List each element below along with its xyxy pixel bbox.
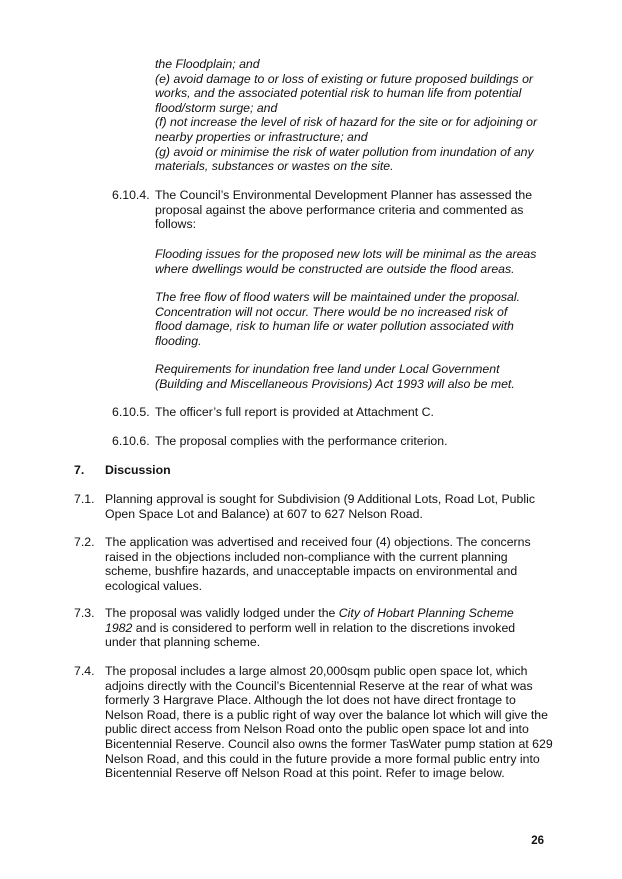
- para-7-3-tail: and is considered to perform well in relation to the discretions invoked under that planning scheme.: [105, 620, 516, 650]
- clause-6-10-6-text: The proposal complies with the performance criterion.: [155, 434, 448, 448]
- para-number-7-4: 7.4.: [74, 664, 95, 678]
- clause-number-6-10-5: 6.10.5.: [112, 405, 150, 419]
- quote-item-g: (g) avoid or minimise the risk of water pollution from inundation of any materials, substances or wastes on the site.: [155, 144, 534, 174]
- quote-item-f: (f) not increase the level of risk of hazard for the site or for adjoining or nearby properties or infrastructure; and: [155, 115, 538, 144]
- page-number: 26: [531, 835, 544, 847]
- para-number-7-2: 7.2.: [74, 535, 95, 549]
- section-heading: Discussion: [105, 463, 171, 477]
- para-number-7-1: 7.1.: [74, 492, 95, 506]
- planner-comment-flooding: Flooding issues for the proposed new lots will be minimal as the areas where dwellings would be constructed are outside the flood areas.: [155, 247, 537, 276]
- clause-6-10-5-text: The officer’s full report is provided at Attachment C.: [155, 405, 434, 419]
- quoted-performance-criteria: [155, 57, 555, 174]
- section-number: 7.: [74, 463, 85, 477]
- clause-6-10-4-text: The Council’s Environmental Development Planner has assessed the proposal against the above performance criteria and commented as follows:: [155, 188, 533, 232]
- quote-item-e: (e) avoid damage to or loss of existing or future proposed buildings or works, and the associated potential risk to human life from potential flood/storm surge; and: [155, 71, 533, 115]
- para-7-1-text: Planning approval is sought for Subdivision (9 Additional Lots, Road Lot, Public Open Space Lot and Balance) at 607 to 627 Nelson Road.: [105, 492, 535, 521]
- para-number-7-3: 7.3.: [74, 606, 95, 620]
- planner-comment-free-flow: The free flow of flood waters will be maintained under the proposal. Concentration will not occur. There would be no increased risk of flood damage, risk to human life or water pollution associated with flooding.: [155, 290, 521, 348]
- quote-line-floodplain: the Floodplain; and: [155, 57, 260, 71]
- para-7-4-text: The proposal includes a large almost 20,000sqm public open space lot, which adjoins directly with the Council’s Bicentennial Reserve at the rear of what was formerly 3 Hargrave Place. Although the lot does not have direct frontage to Nelson Road, there is a public right of way over the balance lot which will give the public direct access from Nelson Road onto the public open space lot and into Bicentennial Reserve. Council also owns the former TasWater pump station at 629 Nelson Road, and this could in the future provide a more formal public entry into Bicentennial Reserve off Nelson Road at this point. Refer to image below.: [105, 664, 553, 781]
- para-7-3-lead: The proposal was validly lodged under the: [105, 606, 339, 620]
- planner-comment-inundation: Requirements for inundation free land under Local Government (Building and Miscellaneous Provisions) Act 1993 will also be met.: [155, 362, 515, 391]
- clause-number-6-10-4: 6.10.4.: [112, 188, 150, 202]
- para-7-2-text: The application was advertised and received four (4) objections. The concerns raised in the objections included non-compliance with the current planning scheme, bushfire hazards, and unacceptable impacts on environmental and ecological values.: [105, 535, 531, 593]
- planning-scheme-title: City of Hobart Planning Scheme 1982: [105, 606, 514, 635]
- clause-number-6-10-6: 6.10.6.: [112, 434, 150, 448]
- para-7-3-text: [105, 606, 530, 650]
